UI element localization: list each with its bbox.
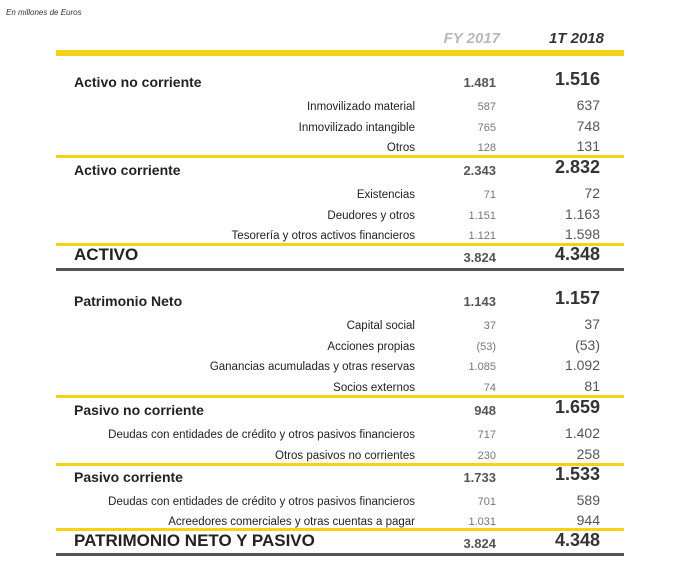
value-fy2017: 717	[477, 429, 496, 441]
value-fy2017: 1.151	[468, 210, 496, 222]
row-label: Activo no corriente	[74, 74, 202, 90]
row-label: PATRIMONIO NETO Y PASIVO	[74, 531, 315, 550]
value-1t2018: 1.157	[554, 288, 600, 308]
value-1t2018: 1.598	[564, 226, 600, 242]
row-label: Inmovilizado intangible	[298, 122, 415, 134]
table-row	[56, 136, 624, 156]
value-1t2018: 1.516	[554, 69, 600, 89]
row-label: Inmovilizado material	[306, 101, 415, 113]
value-1t2018: 1.092	[564, 357, 600, 373]
table-row	[56, 376, 624, 396]
value-fy2017: 74	[483, 382, 496, 394]
value-fy2017: 1.121	[468, 230, 496, 242]
table-row	[56, 204, 624, 224]
row-label: Pasivo no corriente	[74, 402, 204, 418]
value-1t2018: 637	[576, 97, 600, 113]
table-row	[56, 116, 624, 136]
value-1t2018: 37	[584, 316, 600, 332]
value-fy2017: 128	[477, 142, 496, 154]
value-fy2017: 71	[483, 189, 496, 201]
table-row	[56, 490, 624, 510]
table-row	[56, 224, 624, 244]
value-fy2017: 587	[477, 101, 496, 113]
table-row	[56, 183, 624, 203]
value-fy2017: 948	[474, 403, 496, 418]
value-fy2017: 701	[477, 496, 496, 508]
value-1t2018: 4.348	[554, 530, 600, 550]
value-fy2017: 37	[483, 320, 496, 332]
units-note: En millones de Euros	[6, 8, 82, 17]
row-label: Otros	[386, 142, 415, 154]
value-1t2018: (53)	[575, 337, 600, 353]
table-row	[56, 510, 624, 530]
table-row-section	[56, 157, 624, 180]
row-label: Acciones propias	[327, 341, 415, 353]
total-rule	[56, 268, 624, 271]
value-1t2018: 1.402	[564, 425, 600, 441]
value-fy2017: 1.085	[468, 361, 496, 373]
table-row-total	[56, 530, 624, 553]
row-label: Ganancias acumuladas y otras reservas	[209, 361, 415, 373]
row-label: Tesorería y otros activos financieros	[231, 230, 415, 242]
table-row-section	[56, 69, 624, 92]
table-row	[56, 355, 624, 375]
row-label: ACTIVO	[74, 245, 139, 264]
value-1t2018: 2.832	[554, 157, 600, 177]
table-row-section	[56, 397, 624, 420]
row-label: Deudas con entidades de crédito y otros pasivos financieros	[108, 496, 415, 508]
value-1t2018: 131	[576, 138, 600, 154]
value-fy2017: 765	[477, 122, 496, 134]
row-label: Activo corriente	[74, 162, 181, 178]
row-label: Acreedores comerciales y otras cuentas a pagar	[168, 516, 415, 528]
value-1t2018: 589	[576, 492, 600, 508]
table-row	[56, 444, 624, 464]
row-label: Patrimonio Neto	[74, 293, 183, 309]
value-1t2018: 72	[584, 185, 600, 201]
value-fy2017: 1.481	[463, 75, 496, 90]
column-header-1t2018: 1T 2018	[548, 30, 604, 47]
table-row	[56, 335, 624, 355]
table-row	[56, 95, 624, 115]
value-fy2017: 1.733	[463, 470, 496, 485]
value-fy2017: 1.143	[463, 294, 496, 309]
row-label: Otros pasivos no corrientes	[275, 450, 415, 462]
value-1t2018: 1.533	[554, 464, 600, 484]
value-fy2017: 2.343	[463, 163, 496, 178]
row-label: Pasivo corriente	[74, 469, 183, 485]
value-fy2017: 1.031	[468, 516, 496, 528]
value-1t2018: 1.659	[554, 397, 600, 417]
row-label: Existencias	[356, 189, 415, 201]
value-1t2018: 258	[576, 446, 600, 462]
value-fy2017: 230	[477, 450, 496, 462]
row-label: Capital social	[346, 320, 415, 332]
value-1t2018: 81	[584, 378, 600, 394]
row-label: Deudas con entidades de crédito y otros pasivos financieros	[108, 429, 415, 441]
value-1t2018: 1.163	[564, 206, 600, 222]
value-1t2018: 4.348	[554, 244, 600, 264]
row-label: Socios externos	[333, 382, 415, 394]
value-1t2018: 748	[576, 118, 600, 134]
value-1t2018: 944	[576, 512, 600, 528]
value-fy2017: 3.824	[463, 536, 496, 551]
total-rule	[56, 553, 624, 556]
table-row-total	[56, 244, 624, 267]
table-row-section	[56, 464, 624, 487]
value-fy2017: (53)	[476, 341, 496, 353]
row-label: Deudores y otros	[327, 210, 415, 222]
table-row	[56, 423, 624, 443]
column-header-fy2017: FY 2017	[443, 30, 500, 47]
table-row	[56, 314, 624, 334]
value-fy2017: 3.824	[463, 250, 496, 265]
table-row-section	[56, 288, 624, 311]
header-rule	[56, 50, 624, 56]
